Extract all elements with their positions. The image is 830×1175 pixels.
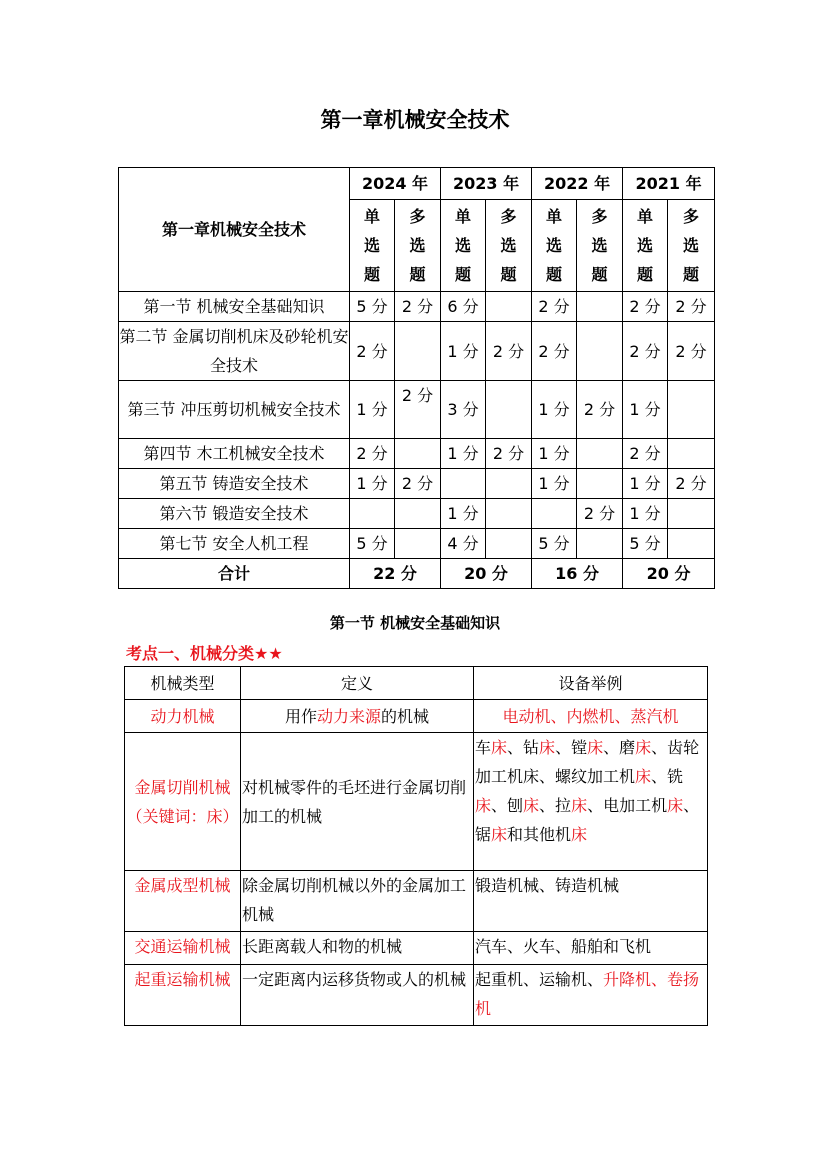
score-cell: 5 分: [532, 529, 577, 559]
score-cell: 2 分: [350, 439, 395, 469]
header-char: 题: [591, 265, 608, 284]
score-cell: [668, 381, 715, 439]
score-cell: 1 分: [441, 322, 486, 381]
text-run: 、电加工机: [587, 796, 668, 815]
score-cell: [577, 322, 623, 381]
highlight-text: 床: [491, 825, 508, 844]
header-char: 多: [683, 207, 700, 226]
header-char: 题: [500, 265, 517, 284]
score-cell: [577, 439, 623, 469]
score-cell: 2 分: [486, 439, 532, 469]
header-char: 选: [591, 236, 608, 255]
score-cell: 1 分: [532, 439, 577, 469]
machine-examples: [474, 733, 708, 871]
highlight-text: 床: [491, 738, 508, 757]
section-name: 第五节 铸造安全技术: [119, 469, 350, 499]
year-header: 2021 年: [623, 168, 715, 200]
score-cell: 2 分: [395, 469, 441, 499]
text-run: 、钻: [507, 738, 540, 757]
section-name: 第三节 冲压剪切机械安全技术: [119, 381, 350, 439]
text-run: 起重机、运输机、: [475, 970, 604, 989]
column-header: 定义: [241, 667, 474, 700]
score-cell: [441, 469, 486, 499]
single-choice-header: [623, 200, 668, 292]
score-cell: 2 分: [577, 499, 623, 529]
total-value: 16 分: [532, 559, 623, 589]
header-char: 题: [455, 265, 472, 284]
score-cell: [395, 439, 441, 469]
text-run: 一定距离内运移货物或人的机械: [242, 970, 467, 989]
machine-examples: [474, 965, 708, 1026]
score-cell: [668, 499, 715, 529]
header-char: 题: [363, 265, 380, 284]
score-cell: [486, 529, 532, 559]
score-cell: [350, 499, 395, 529]
score-cell: 5 分: [350, 292, 395, 322]
total-value: 22 分: [350, 559, 441, 589]
class-row: [125, 965, 708, 1026]
year-header: 2023 年: [441, 168, 532, 200]
header-char: 选: [500, 236, 517, 255]
multi-choice-header: [577, 200, 623, 292]
text-run: 长距离载人和物的机械: [242, 937, 403, 956]
multi-choice-header: [668, 200, 715, 292]
single-choice-header: [441, 200, 486, 292]
score-cell: 1 分: [532, 469, 577, 499]
page-title: 第一章机械安全技术: [320, 108, 510, 132]
machine-definition: [241, 700, 474, 733]
score-cell: 1 分: [623, 469, 668, 499]
machine-definition: [241, 733, 474, 871]
multi-choice-header: [486, 200, 532, 292]
table-row: [119, 292, 715, 322]
highlight-text: 床: [475, 796, 492, 815]
score-cell: 1 分: [623, 499, 668, 529]
section-name: 第七节 安全人机工程: [119, 529, 350, 559]
section-name: 第六节 锻造安全技术: [119, 499, 350, 529]
score-cell: [486, 381, 532, 439]
text-run: 、铣: [651, 767, 684, 786]
table-row: [119, 439, 715, 469]
score-cell: 1 分: [532, 381, 577, 439]
header-char: 单: [637, 207, 654, 226]
score-cell: 2 分: [486, 322, 532, 381]
exam-point-heading: 考点一、机械分类★★: [126, 644, 283, 663]
score-cell: [486, 292, 532, 322]
class-row: [125, 932, 708, 965]
score-cell: 2 分: [577, 381, 623, 439]
score-cell: 5 分: [623, 529, 668, 559]
table-row: [119, 499, 715, 529]
machine-type: 动力机械: [125, 700, 241, 733]
text-run: 用作: [284, 706, 317, 726]
table-row: [119, 529, 715, 559]
score-cell: 2 分: [623, 439, 668, 469]
table-row: [119, 322, 715, 381]
text-run: 汽车、火车、船舶和飞机: [475, 937, 652, 956]
text-run: 锻造机械、铸造机械: [475, 876, 620, 895]
machine-definition: [241, 965, 474, 1026]
total-value: 20 分: [623, 559, 715, 589]
score-cell: [395, 322, 441, 381]
header-char: 题: [409, 265, 426, 284]
text-run: 、刨: [491, 796, 524, 815]
highlight-text: 床: [523, 796, 540, 815]
section-name: 第四节 木工机械安全技术: [119, 439, 350, 469]
class-row: [125, 733, 708, 871]
header-char: 选: [363, 236, 380, 255]
machine-examples: [474, 700, 708, 733]
text-run: 的机械: [381, 706, 430, 726]
text-run: 除金属切削机械以外的金属加工机械: [242, 876, 467, 924]
score-cell: 2 分: [532, 322, 577, 381]
score-cell: 2 分: [532, 292, 577, 322]
score-cell: 2 分: [623, 292, 668, 322]
highlight-text: 床: [539, 738, 556, 757]
header-char: 选: [409, 236, 426, 255]
header-char: 单: [546, 207, 563, 226]
machine-type: 金属切削机械（关键词：床）: [125, 733, 241, 871]
class-row: [125, 871, 708, 932]
header-char: 选: [546, 236, 563, 255]
score-cell: 2 分: [395, 292, 441, 322]
score-cell: [395, 499, 441, 529]
text-run: 车: [475, 738, 492, 757]
text-run: 、齿轮加工机床、螺纹加工机: [475, 738, 700, 786]
header-char: 选: [683, 236, 700, 255]
text-run: 、拉: [539, 796, 572, 815]
text-run: 、镗: [555, 738, 588, 757]
header-char: 多: [500, 207, 517, 226]
class-header-row: [125, 667, 708, 700]
single-choice-header: [532, 200, 577, 292]
corner-label: 第一章机械安全技术: [119, 168, 350, 292]
score-cell: 2 分: [623, 322, 668, 381]
column-header: 机械类型: [125, 667, 241, 700]
score-cell: [577, 292, 623, 322]
highlight-text: 动力来源: [316, 706, 381, 726]
total-row: [119, 559, 715, 589]
header-char: 选: [455, 236, 472, 255]
score-cell: 1 分: [350, 469, 395, 499]
score-cell: [486, 499, 532, 529]
highlight-text: 床: [667, 796, 684, 815]
header-char: 题: [546, 265, 563, 284]
highlight-text: 电动机、内燃机、蒸汽机: [502, 706, 679, 726]
score-cell: [668, 529, 715, 559]
score-cell: 2 分: [395, 381, 441, 439]
section-name: 第一节 机械安全基础知识: [119, 292, 350, 322]
table-row: [119, 469, 715, 499]
score-cell: [577, 529, 623, 559]
highlight-text: 升降机、卷扬机: [475, 970, 700, 1018]
score-cell: 2 分: [668, 322, 715, 381]
highlight-text: 床: [587, 738, 604, 757]
highlight-text: 床: [635, 738, 652, 757]
class-row: [125, 700, 708, 733]
text-run: 、锯: [475, 796, 700, 844]
score-cell: 1 分: [441, 439, 486, 469]
score-cell: [486, 469, 532, 499]
score-cell: 2 分: [668, 292, 715, 322]
highlight-text: 床: [635, 767, 652, 786]
year-header: 2022 年: [532, 168, 623, 200]
score-cell: 1 分: [623, 381, 668, 439]
header-char: 多: [591, 207, 608, 226]
machine-examples: [474, 932, 708, 965]
table-row: [119, 381, 715, 439]
header-char: 题: [683, 265, 700, 284]
score-cell: [577, 469, 623, 499]
header-char: 单: [455, 207, 472, 226]
highlight-text: 床: [571, 796, 588, 815]
text-run: 对机械零件的毛坯进行金属切削加工的机械: [242, 777, 467, 826]
total-value: 20 分: [441, 559, 532, 589]
score-cell: 6 分: [441, 292, 486, 322]
header-char: 选: [637, 236, 654, 255]
score-cell: 1 分: [441, 499, 486, 529]
score-cell: 2 分: [668, 469, 715, 499]
section-title: 第一节 机械安全基础知识: [329, 614, 501, 632]
header-row-years: [119, 168, 715, 200]
score-cell: 4 分: [441, 529, 486, 559]
score-cell: [532, 499, 577, 529]
text-run: 、磨: [603, 738, 636, 757]
column-header: 设备举例: [474, 667, 708, 700]
machine-definition: [241, 932, 474, 965]
machine-type: 金属成型机械: [125, 871, 241, 932]
multi-choice-header: [395, 200, 441, 292]
header-char: 单: [363, 207, 380, 226]
total-label: 合计: [119, 559, 350, 589]
text-run: 和其他机: [507, 825, 572, 844]
score-cell: 2 分: [350, 322, 395, 381]
machine-type: 交通运输机械: [125, 932, 241, 965]
machine-examples: [474, 871, 708, 932]
section-name: 第二节 金属切削机床及砂轮机安全技术: [119, 322, 350, 381]
machine-type: 起重运输机械: [125, 965, 241, 1026]
header-char: 多: [409, 207, 426, 226]
score-cell: 3 分: [441, 381, 486, 439]
score-cell: 5 分: [350, 529, 395, 559]
score-cell: [395, 529, 441, 559]
score-summary-table: [118, 167, 715, 589]
machine-classification-table: [124, 666, 708, 1026]
machine-definition: [241, 871, 474, 932]
highlight-text: 床: [571, 825, 588, 844]
year-header: 2024 年: [350, 168, 441, 200]
header-char: 题: [637, 265, 654, 284]
score-cell: 1 分: [350, 381, 395, 439]
score-cell: [668, 439, 715, 469]
single-choice-header: [350, 200, 395, 292]
